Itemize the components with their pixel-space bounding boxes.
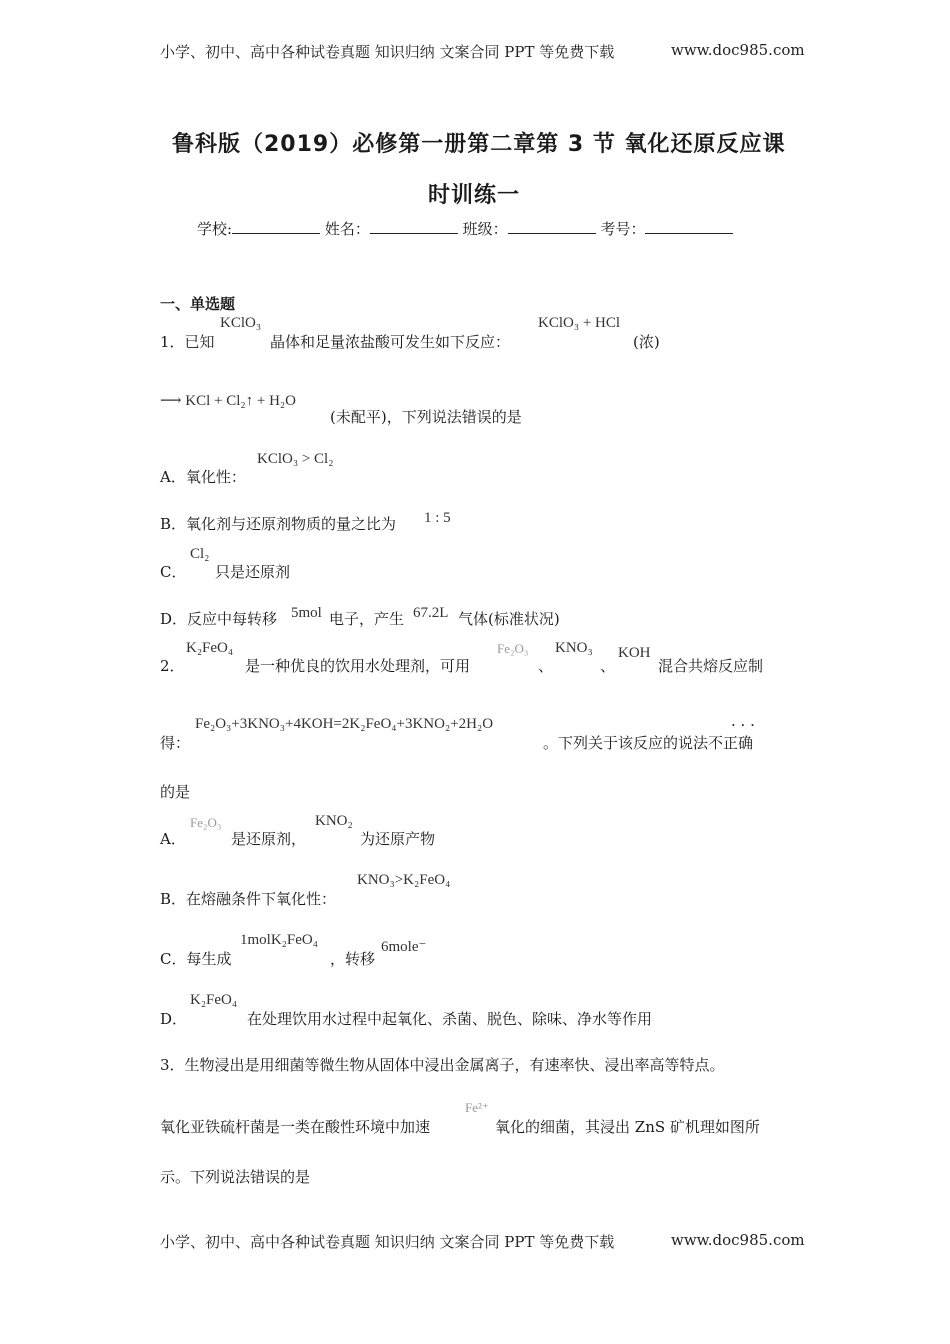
q1-formula-products: ⟶ KCl + Cl₂↑ + H₂O bbox=[160, 393, 296, 409]
class-blank[interactable] bbox=[508, 219, 596, 234]
name-label: 姓名： bbox=[324, 220, 370, 238]
q1-formula-reactants: KClO₃ + HCl bbox=[538, 315, 621, 331]
q1-option-c-formula: Cl₂ bbox=[190, 546, 210, 562]
header-site-link[interactable]: www.doc985.com bbox=[671, 41, 805, 59]
class-label: 班级： bbox=[462, 220, 508, 238]
header-promo-text: 小学、初中、高中各种试卷真题 知识归纳 文案合同 PPT 等免费下载 bbox=[160, 43, 615, 61]
school-label: 学校: bbox=[197, 220, 233, 238]
q2-option-c-text: ，转移 bbox=[330, 950, 376, 968]
q1-option-b-label[interactable]: B．氧化剂与还原剂物质的量之比为 bbox=[160, 515, 397, 533]
q2-option-b-label[interactable]: B．在熔融条件下氧化性： bbox=[160, 890, 337, 908]
q1-formula-kclo3: KClO₃ bbox=[220, 315, 262, 331]
q1-option-a-label[interactable]: A．氧化性： bbox=[160, 468, 246, 486]
q2-text-2: 混合共熔反应制 bbox=[658, 657, 764, 675]
q1-option-a-formula: KClO₃ > Cl₂ bbox=[257, 451, 334, 467]
page-title-line2: 时训练一 bbox=[428, 183, 521, 208]
school-blank[interactable] bbox=[232, 219, 320, 234]
number-label: 考号： bbox=[600, 220, 646, 238]
q2-option-a-label[interactable]: A． bbox=[160, 830, 186, 848]
student-info-row bbox=[197, 218, 733, 239]
q2-sep-2: 、 bbox=[600, 657, 616, 675]
q1-number: 1．已知 bbox=[160, 333, 215, 351]
q2-emphasis-dots: · · · bbox=[731, 716, 755, 734]
name-blank[interactable] bbox=[370, 219, 458, 234]
q2-formula-kno3: KNO₃ bbox=[555, 640, 593, 656]
q3-text-3: 氧化的细菌，其浸出 ZnS 矿机理如图所 bbox=[495, 1118, 760, 1136]
q2-option-a-formula-1: Fe₂O₃ bbox=[190, 815, 222, 830]
footer-site-link[interactable]: www.doc985.com bbox=[671, 1231, 805, 1249]
q2-option-a-text-2: 为还原产物 bbox=[360, 830, 436, 848]
footer-promo-text: 小学、初中、高中各种试卷真题 知识归纳 文案合同 PPT 等免费下载 bbox=[160, 1233, 615, 1251]
q2-number: 2． bbox=[160, 657, 185, 675]
q3-formula-fe2plus: Fe²⁺ bbox=[465, 1100, 489, 1115]
q3-text-1: 3．生物浸出是用细菌等微生物从固体中浸出金属离子，有速率快、浸出率高等特点。 bbox=[160, 1056, 725, 1074]
q2-formula-k2feo4: K₂FeO₄ bbox=[186, 640, 234, 656]
q2-sep-1: 、 bbox=[538, 657, 554, 675]
q1-option-c-text: 只是还原剂 bbox=[215, 563, 291, 581]
q2-option-a-text-1: 是还原剂， bbox=[231, 830, 307, 848]
page-title-line1: 鲁科版（2019）必修第一册第二章第 3 节 氧化还原反应课 bbox=[172, 132, 786, 157]
q2-text-5: 的是 bbox=[160, 783, 191, 801]
q3-text-2: 氧化亚铁硫杆菌是一类在酸性环境中加速 bbox=[160, 1118, 431, 1136]
q1-option-b-formula: 1 : 5 bbox=[424, 510, 451, 526]
q1-text-conc: (浓) bbox=[633, 333, 660, 351]
q2-formula-fe2o3: Fe₂O₃ bbox=[497, 641, 529, 656]
q2-equation: Fe₂O₃+3KNO₃+4KOH=2K₂FeO₄+3KNO₂+2H₂O bbox=[195, 716, 494, 732]
q3-text-4: 示。下列说法错误的是 bbox=[160, 1168, 311, 1186]
q1-text-1: 晶体和足量浓盐酸可发生如下反应： bbox=[270, 333, 511, 351]
q1-option-d-formula-1: 5mol bbox=[291, 605, 322, 621]
q1-option-d-label[interactable]: D．反应中每转移 bbox=[160, 610, 278, 628]
q1-option-d-formula-2: 67.2L bbox=[413, 605, 449, 621]
q2-option-d-label[interactable]: D． bbox=[160, 1010, 188, 1028]
q2-option-a-formula-2: KNO₂ bbox=[315, 813, 353, 829]
q2-formula-koh: KOH bbox=[618, 645, 651, 661]
q1-text-2: (未配平)，下列说法错误的是 bbox=[330, 408, 522, 426]
section-heading: 一、单选题 bbox=[160, 295, 236, 313]
q2-option-d-formula: K₂FeO₄ bbox=[190, 992, 238, 1008]
q2-option-c-label[interactable]: C．每生成 bbox=[160, 950, 232, 968]
q2-option-c-formula-1: 1molK₂FeO₄ bbox=[240, 932, 318, 948]
q1-option-c-label[interactable]: C． bbox=[160, 563, 187, 581]
q2-option-c-formula-2: 6mole⁻ bbox=[381, 939, 427, 955]
q2-text-1: 是一种优良的饮用水处理剂，可用 bbox=[245, 657, 471, 675]
q2-option-d-text: 在处理饮用水过程中起氧化、杀菌、脱色、除味、净水等作用 bbox=[247, 1010, 653, 1028]
number-blank[interactable] bbox=[645, 219, 733, 234]
q1-option-d-text-1: 电子，产生 bbox=[329, 610, 405, 628]
q2-text-3: 得： bbox=[160, 734, 191, 752]
q1-option-d-text-2: 气体(标准状况) bbox=[458, 610, 560, 628]
q2-option-b-formula: KNO₃>K₂FeO₄ bbox=[357, 872, 451, 888]
q2-text-4: 。下列关于该反应的说法不正确 bbox=[543, 734, 754, 752]
